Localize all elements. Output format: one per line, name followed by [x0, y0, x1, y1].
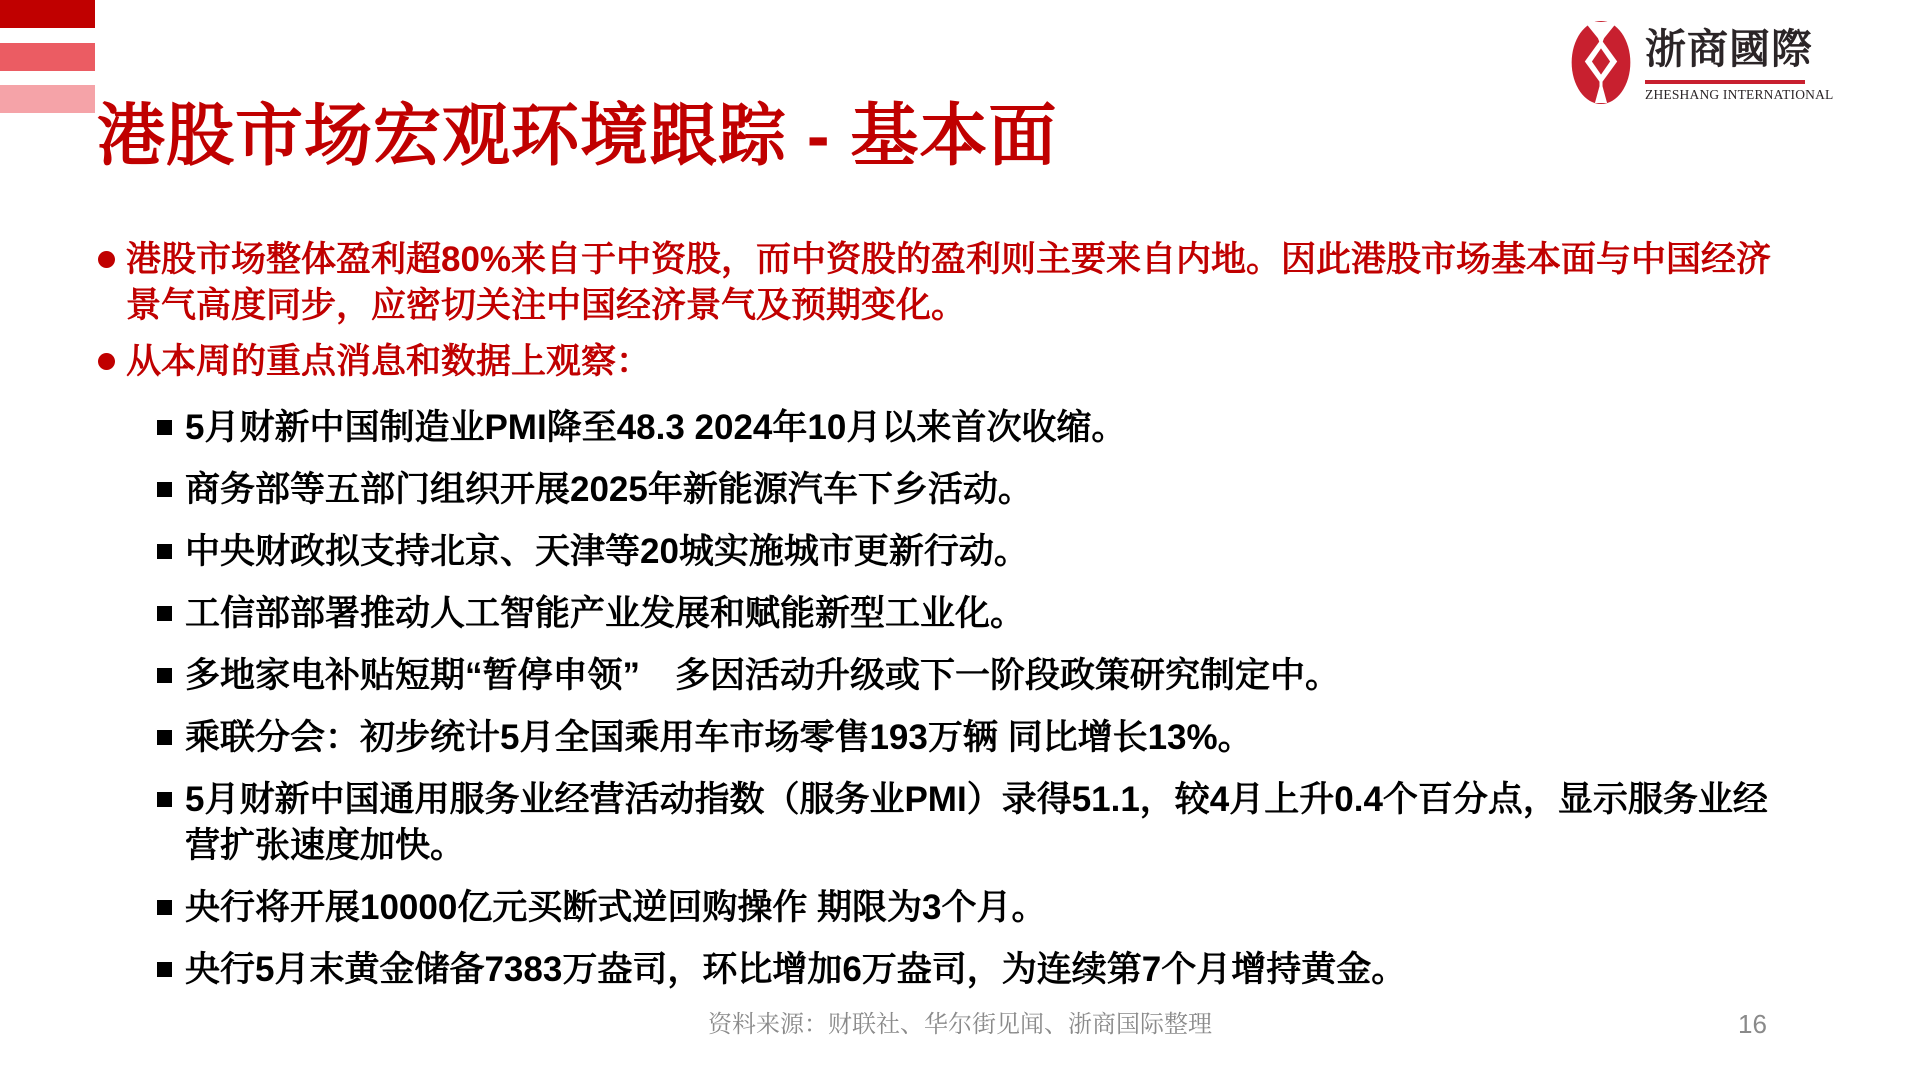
square-bullet-icon [157, 544, 172, 559]
list-item [157, 947, 1792, 993]
sub-bullet-text: 商务部等五部门组织开展2025年新能源汽车下乡活动。 [185, 470, 1033, 509]
square-bullet-icon [157, 792, 172, 807]
bullet-item [97, 237, 1792, 329]
logo-divider [1645, 80, 1805, 84]
sub-bullet-list [157, 405, 1792, 993]
list-item [157, 885, 1792, 931]
decorative-bar-dark [0, 0, 95, 28]
list-item [157, 467, 1792, 513]
logo-name-en: ZHESHANG INTERNATIONAL [1645, 87, 1834, 102]
sub-bullet-text: 5月财新中国通用服务业经营活动指数（服务业PMI）录得51.1，较4月上升0.4个百分点，显示服务业经营扩张速度加快。 [185, 780, 1768, 865]
sub-bullet-text: 5月财新中国制造业PMI降至48.3 2024年10月以来首次收缩。 [185, 408, 1127, 447]
list-item [157, 715, 1792, 761]
square-bullet-icon [157, 730, 172, 745]
square-bullet-icon [157, 962, 172, 977]
page-title: 港股市场宏观环境跟踪 - 基本面 [97, 98, 1058, 174]
bullet-item [97, 339, 1792, 385]
bullet-dot-icon [98, 353, 115, 370]
sub-bullet-text: 乘联分会：初步统计5月全国乘用车市场零售193万辆 同比增长13%。 [185, 718, 1253, 757]
list-item [157, 777, 1792, 869]
page-number: 16 [1738, 1009, 1767, 1039]
logo-name-cn: 浙商國際 [1645, 26, 1813, 72]
bullet-text: 从本周的重点消息和数据上观察： [126, 342, 652, 381]
slide-body [97, 237, 1792, 1009]
square-bullet-icon [157, 482, 172, 497]
sub-bullet-text: 央行将开展10000亿元买断式逆回购操作 期限为3个月。 [185, 888, 1047, 927]
bullet-dot-icon [98, 251, 115, 268]
bullet-text: 港股市场整体盈利超80%来自于中资股，而中资股的盈利则主要来自内地。因此港股市场基本面与中国经济景气高度同步，应密切关注中国经济景气及预期变化。 [126, 240, 1772, 325]
logo-emblem-icon [1570, 20, 1632, 105]
list-item [157, 653, 1792, 699]
square-bullet-icon [157, 900, 172, 915]
sub-bullet-text: 央行5月末黄金储备7383万盎司，环比增加6万盎司，为连续第7个月增持黄金。 [185, 950, 1407, 989]
sub-bullet-text: 多地家电补贴短期“暂停申领” 多因活动升级或下一阶段政策研究制定中。 [185, 656, 1341, 695]
square-bullet-icon [157, 668, 172, 683]
footer-source: 资料来源：财联社、华尔街见闻、浙商国际整理 [708, 1011, 1212, 1038]
sub-bullet-text: 中央财政拟支持北京、天津等20城实施城市更新行动。 [185, 532, 1029, 571]
logo-text-block [1645, 20, 1834, 103]
square-bullet-icon [157, 420, 172, 435]
decorative-bar-light [0, 85, 95, 113]
company-logo [1570, 20, 1834, 105]
square-bullet-icon [157, 606, 172, 621]
decorative-bar-medium [0, 43, 95, 71]
list-item [157, 591, 1792, 637]
list-item [157, 405, 1792, 451]
sub-bullet-text: 工信部部署推动人工智能产业发展和赋能新型工业化。 [185, 594, 1026, 633]
list-item [157, 529, 1792, 575]
